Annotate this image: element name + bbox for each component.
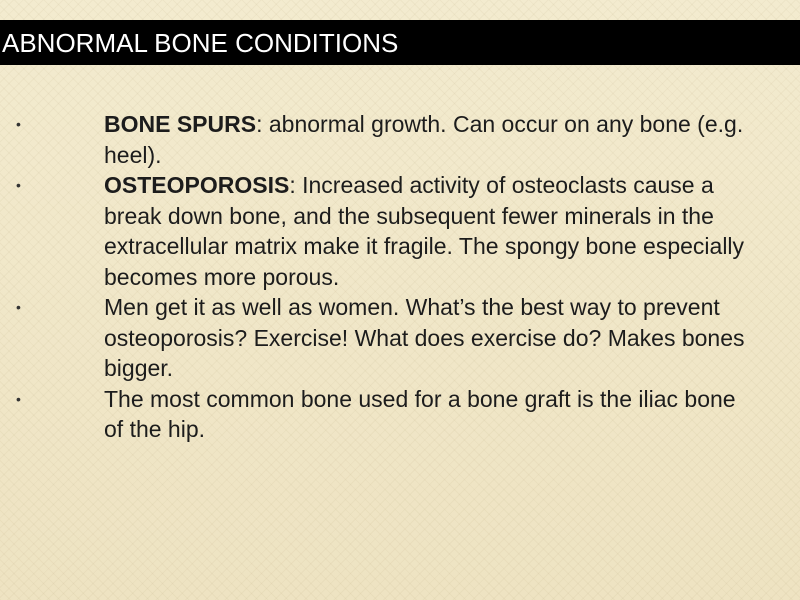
bullet-text: : abnormal growth. Can occur on any bone (e.g. heel). (104, 111, 744, 168)
bullet-dot: • (16, 299, 21, 315)
bullet-item-prevention (16, 292, 754, 384)
bullet-text: The most common bone used for a bone graft is the iliac bone of the hip. (104, 385, 736, 442)
bullet-text: Men get it as well as women. What’s the best way to prevent osteoporosis? Exercise! What does exercise do? Makes bones bigger. (104, 294, 745, 381)
bullet-dot: • (16, 177, 21, 193)
slide-title: ABNORMAL BONE CONDITIONS (2, 28, 399, 58)
bullet-text: : Increased activity of osteoclasts cause a break down bone, and the subsequent fewer minerals in the extracellular matrix make it fragile. The spongy bone especially becomes more porous. (104, 172, 745, 290)
bullet-item-bone-spurs (16, 109, 754, 170)
bullet-item-bone-graft (16, 384, 754, 445)
bullet-dot: • (16, 390, 21, 407)
bullet-list (16, 109, 754, 445)
bullet-dot: • (16, 116, 21, 132)
bullet-item-osteoporosis (16, 170, 754, 292)
bullet-term: BONE SPURS (104, 111, 257, 137)
bullet-term: OSTEOPOROSIS (104, 172, 290, 198)
